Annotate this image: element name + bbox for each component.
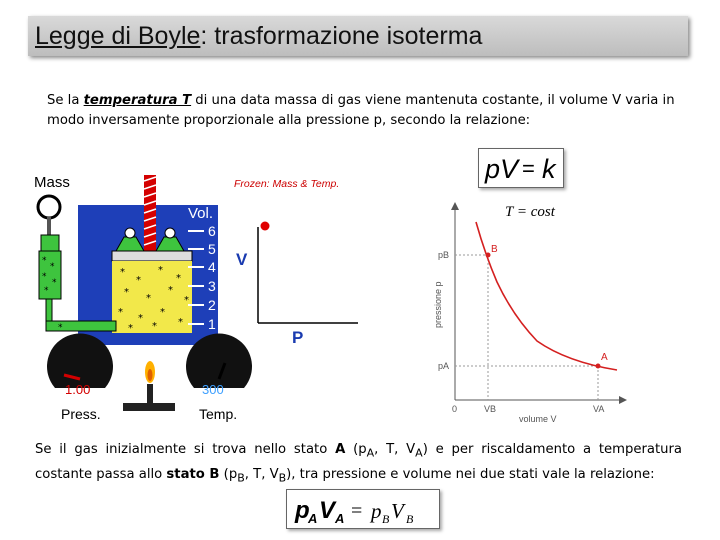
sub-b1: B	[237, 471, 245, 485]
svg-text:*: *	[184, 295, 189, 306]
svg-text:A: A	[308, 511, 318, 526]
scale-4: 4	[208, 259, 216, 275]
svg-text:p: p	[295, 497, 310, 524]
svg-text:*: *	[168, 285, 173, 296]
svg-text:=: =	[522, 156, 535, 181]
svg-text:*: *	[52, 278, 57, 288]
svg-text:*: *	[50, 262, 55, 272]
eq2-render	[287, 490, 439, 528]
svg-text:*: *	[118, 307, 123, 318]
svg-text:*: *	[146, 293, 151, 304]
svg-text:*: *	[136, 275, 141, 286]
svg-text:*: *	[42, 272, 47, 282]
tick-pb: pB	[438, 250, 450, 260]
scale-6: 6	[208, 223, 216, 239]
svg-text:V: V	[319, 497, 336, 524]
state-b: stato B	[166, 466, 220, 482]
conclusion-text-3: , T, V	[374, 442, 416, 457]
conclusion-text-1: Se il gas inizialmente si trova nello stato	[35, 442, 336, 457]
conclusion-paragraph	[35, 439, 682, 488]
scale-2: 2	[208, 297, 216, 313]
svg-text:pV: pV	[485, 154, 519, 184]
svg-text:=: =	[351, 500, 363, 522]
svg-text:*: *	[42, 256, 47, 266]
tick-vb: VB	[484, 404, 497, 414]
scale-3: 3	[208, 278, 216, 294]
pressure-value: 1.00	[65, 382, 91, 397]
svg-text:*: *	[138, 313, 143, 324]
svg-text:*: *	[178, 317, 183, 328]
svg-text:k: k	[542, 154, 556, 184]
conclusion-text-4: ) e per riscaldamento a temperatura costante passa allo	[35, 442, 682, 482]
mass-label: Mass	[34, 174, 70, 191]
conclusion-text-6: , T, V	[244, 466, 279, 482]
title-bar	[28, 16, 688, 56]
scale-5: 5	[208, 241, 216, 257]
title-main: Legge di Boyle	[35, 22, 201, 50]
boyle-simulation	[28, 165, 368, 425]
intro-pre: Se la	[47, 93, 84, 108]
point-a-label: A	[601, 352, 608, 363]
tick-0: 0	[452, 404, 458, 414]
tick-pa: pA	[438, 361, 450, 371]
intro-paragraph	[47, 91, 687, 131]
x-axis-label: volume V	[519, 414, 557, 424]
frozen-label: Frozen: Mass & Temp.	[234, 178, 340, 190]
eq1-render	[479, 149, 563, 187]
equation-boyle	[286, 489, 440, 529]
svg-text:*: *	[152, 321, 157, 332]
ring-icon	[38, 196, 60, 218]
sub-a1: A	[366, 446, 375, 460]
svg-text:*: *	[124, 287, 129, 298]
state-a: A	[335, 442, 346, 457]
svg-text:p: p	[371, 499, 382, 523]
svg-text:*: *	[176, 273, 181, 284]
intro-post: di una data massa di gas viene mantenuta costante, il volume V varia in modo inversamente proporzionale alla pressione p, secondo la relazione:	[47, 93, 675, 128]
svg-text:*: *	[160, 307, 165, 318]
point-b-marker	[486, 253, 491, 258]
conclusion-text-2: (p	[345, 442, 367, 457]
svg-text:*: *	[58, 323, 63, 333]
svg-text:*: *	[120, 267, 125, 278]
svg-text:*: *	[128, 323, 133, 334]
temp-value: 300	[202, 382, 224, 397]
svg-text:A: A	[335, 511, 345, 526]
conclusion-text-7: ), tra pressione e volume nei due stati vale la relazione:	[286, 466, 655, 482]
sub-a2: A	[415, 446, 423, 460]
mini-p-label: P	[292, 328, 304, 347]
temp-label: Temp.	[199, 406, 238, 422]
sub-b2: B	[278, 471, 287, 485]
equation-pv-k	[478, 148, 564, 188]
mini-v-label: V	[236, 250, 248, 269]
press-label: Press.	[61, 406, 101, 422]
svg-text:*: *	[158, 265, 163, 276]
svg-text:B: B	[406, 512, 414, 526]
vol-label: Vol.	[188, 205, 214, 222]
point-b-label: B	[491, 244, 498, 255]
isotherm-graph	[427, 196, 627, 426]
title-rest: : trasformazione isoterma	[200, 22, 483, 50]
svg-text:*: *	[44, 286, 49, 296]
state-dot	[261, 222, 270, 231]
point-a-marker	[596, 364, 601, 369]
scale-1: 1	[208, 316, 216, 332]
svg-text:V: V	[391, 499, 404, 523]
intro-keyword: temperatura T	[83, 93, 192, 108]
graph-title: T = cost	[505, 204, 555, 220]
svg-text:B: B	[382, 512, 390, 526]
y-axis-label: pressione p	[433, 281, 443, 328]
conclusion-text-5: (p	[219, 466, 238, 482]
slide-title	[35, 22, 482, 51]
tick-va: VA	[593, 404, 605, 414]
